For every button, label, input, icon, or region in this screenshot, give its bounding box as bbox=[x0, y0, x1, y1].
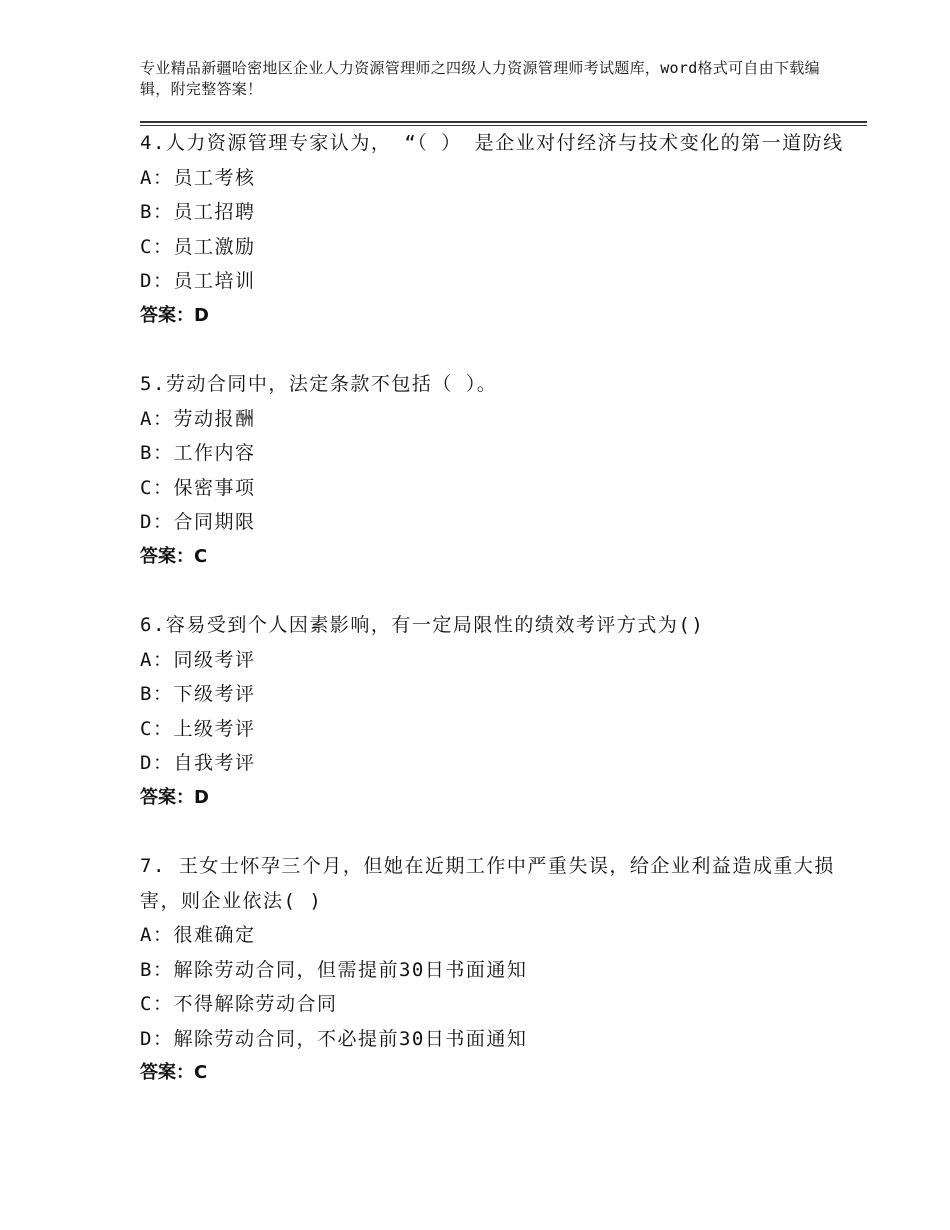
option-d: D：解除劳动合同，不必提前30日书面通知 bbox=[140, 1027, 528, 1050]
option-b: B：员工招聘 bbox=[140, 201, 256, 223]
option-d: D：员工培训 bbox=[140, 270, 256, 292]
question-stem: 5.劳动合同中，法定条款不包括（ ）。 bbox=[140, 373, 498, 395]
question-stem: 6.容易受到个人因素影响，有一定局限性的绩效考评方式为() bbox=[140, 614, 705, 636]
question-4 bbox=[140, 126, 860, 333]
option-b: B：工作内容 bbox=[140, 442, 256, 464]
document-page bbox=[140, 0, 870, 1230]
answer-label: 答案：D bbox=[140, 304, 209, 326]
document-intro: 专业精品新疆哈密地区企业人力资源管理师之四级人力资源管理师考试题库，word格式可自由下载编辑，附完整答案！ bbox=[140, 59, 820, 98]
question-6 bbox=[140, 608, 860, 815]
option-c: C：上级考评 bbox=[140, 717, 256, 740]
option-b: B：下级考评 bbox=[140, 683, 256, 705]
spacer bbox=[140, 574, 860, 608]
option-c: C：不得解除劳动合同 bbox=[140, 993, 338, 1015]
question-5 bbox=[140, 367, 860, 574]
option-d: D：自我考评 bbox=[140, 752, 256, 774]
option-a: A：员工考核 bbox=[140, 166, 256, 189]
answer-label: 答案：C bbox=[140, 545, 208, 567]
option-a: A：同级考评 bbox=[140, 648, 256, 671]
question-stem: 4.人力资源管理专家认为， “（ ） 是企业对付经济与技术变化的第一道防线 bbox=[140, 132, 844, 154]
question-list bbox=[140, 126, 860, 1091]
option-d: D：合同期限 bbox=[140, 511, 256, 533]
option-c: C：保密事项 bbox=[140, 476, 256, 499]
spacer bbox=[140, 815, 860, 849]
question-stem: 7. 王女士怀孕三个月，但她在近期工作中严重失误，给企业利益造成重大损害，则企业依法( ) bbox=[140, 855, 835, 912]
answer-label: 答案：D bbox=[140, 786, 209, 808]
option-b: B：解除劳动合同，但需提前30日书面通知 bbox=[140, 958, 528, 981]
header-divider-top bbox=[140, 121, 867, 123]
question-7 bbox=[140, 849, 860, 1091]
spacer bbox=[140, 333, 860, 367]
answer-label: 答案：C bbox=[140, 1062, 208, 1083]
option-a: A：很难确定 bbox=[140, 924, 256, 946]
option-c: C：员工激励 bbox=[140, 235, 256, 258]
option-a: A：劳动报酬 bbox=[140, 407, 256, 430]
